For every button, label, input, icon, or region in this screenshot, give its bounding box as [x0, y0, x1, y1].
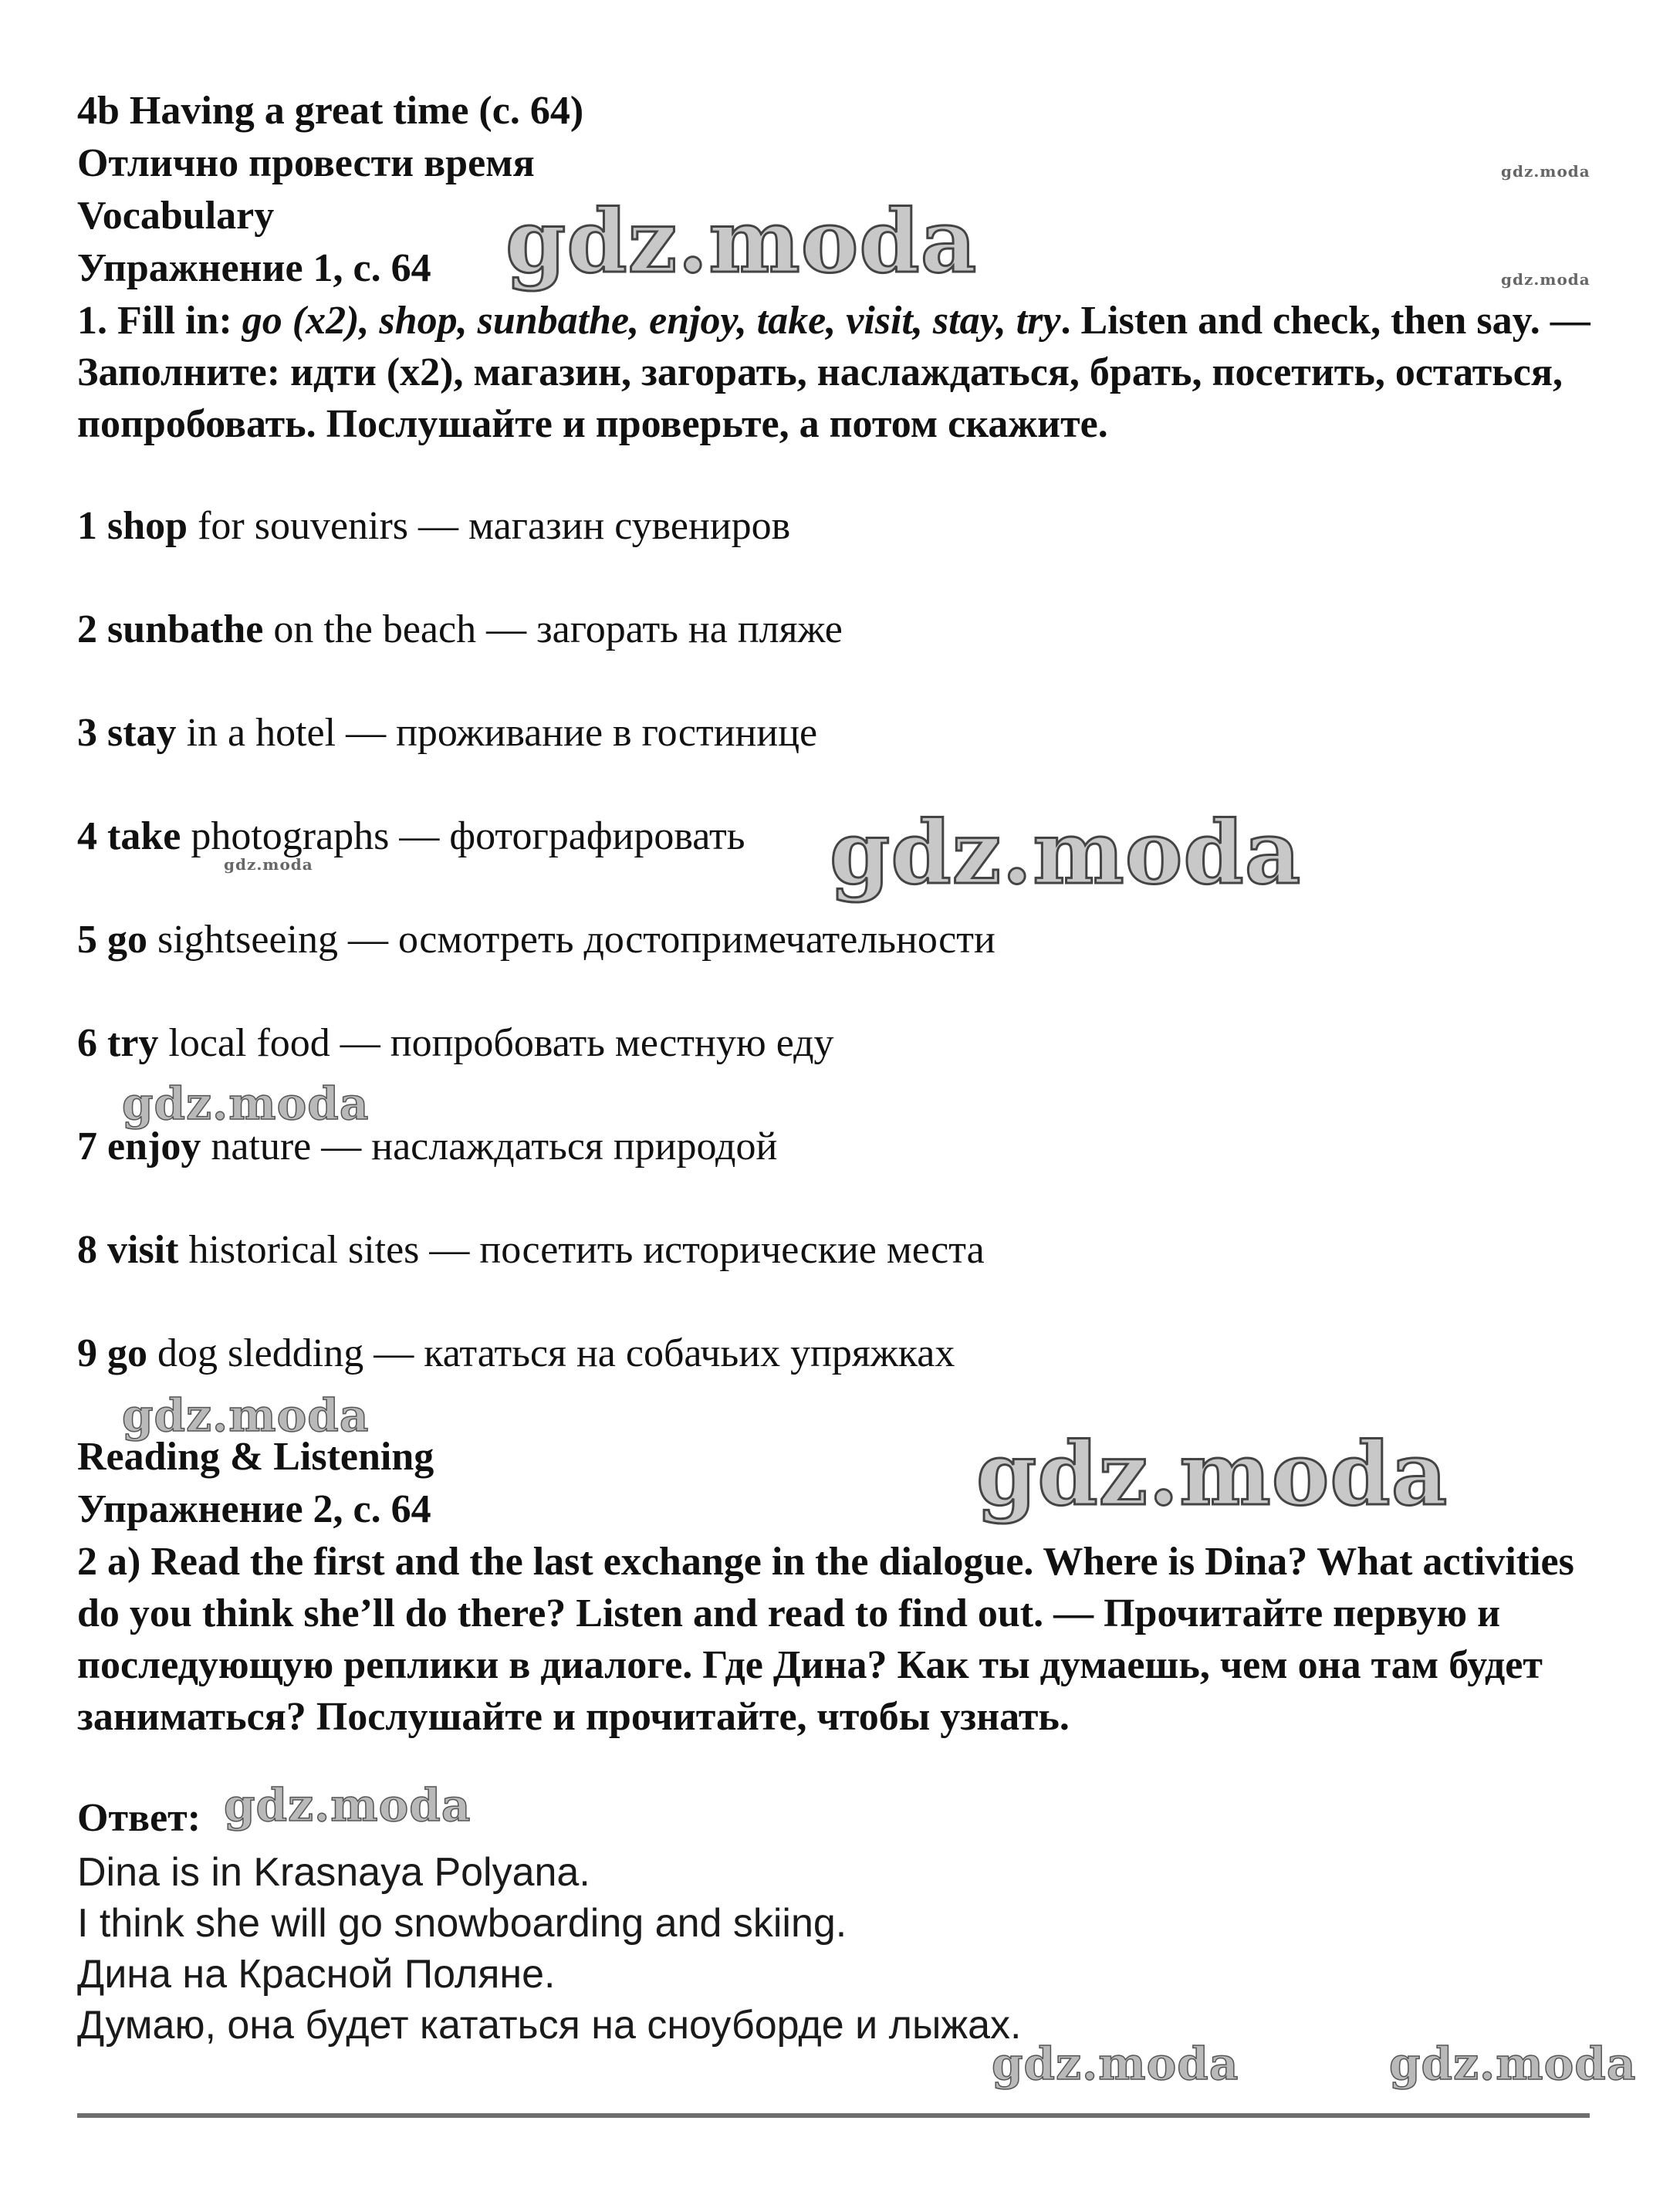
watermark: gdz.moda: [224, 1779, 472, 1831]
section-heading-vocabulary: Vocabulary: [77, 194, 275, 238]
watermark: gdz.moda: [1501, 162, 1590, 181]
exercise-2-prompt: 2 a) Read the first and the last exchange in the dialogue. Where is Dina? What activities do you think she’ll do there? Listen and read to find out. — Прочитайте первую и последующую реплики в диалоге. Где Дина? Как ты думаешь, чем она там будет заниматься? Послушайте и прочитайте, чтобы узнать.: [77, 1540, 1574, 1739]
watermark: gdz.moda: [122, 1389, 370, 1442]
bottom-divider: [77, 2113, 1590, 2118]
watermark: gdz.moda: [1389, 2038, 1637, 2090]
watermark: gdz.moda: [1501, 270, 1590, 289]
exercise-2-reference: Упражнение 2, с. 64: [77, 1487, 431, 1531]
list-item: 5 go sightseeing — осмотреть достопримечательности: [77, 918, 995, 962]
list-item: 8 visit historical sites — посетить исторические места: [77, 1228, 985, 1272]
watermark: gdz.moda: [830, 803, 1302, 904]
watermark: gdz.moda: [122, 1077, 370, 1130]
list-item: 4 take photographs — фотографировать: [77, 814, 745, 858]
list-item: 1 shop for souvenirs — магазин сувениров: [77, 504, 791, 548]
list-item: 6 try local food — попробовать местную еду: [77, 1021, 834, 1065]
list-item: 2 sunbathe on the beach — загорать на пляже: [77, 607, 843, 651]
page-title: 4b Having a great time (с. 64): [77, 89, 584, 133]
answer-line: Дина на Красной Поляне.: [77, 1952, 556, 1997]
answer-label: Ответ:: [77, 1796, 201, 1840]
watermark: gdz.moda: [224, 855, 313, 874]
exercise-1-prompt: 1. Fill in: go (x2), shop, sunbathe, enjoy, take, visit, stay, try. Listen and check, then say. — Заполните: идти (x2), магазин, загорать, наслаждаться, брать, посетить, остаться, попробовать. Послушайте и проверьте, а потом скажите.: [77, 299, 1590, 446]
watermark: gdz.moda: [505, 191, 978, 293]
list-item: 9 go dog sledding — кататься на собачьих упряжках: [77, 1331, 955, 1375]
list-item: 3 stay in a hotel — проживание в гостинице: [77, 711, 818, 755]
watermark: gdz.moda: [992, 2038, 1239, 2090]
answer-line: Думаю, она будет кататься на сноуборде и лыжах.: [77, 2003, 1022, 2048]
page-subtitle: Отлично провести время: [77, 141, 535, 185]
exercise-1-word-list: go (x2), shop, sunbathe, enjoy, take, visit, stay, try: [242, 299, 1061, 343]
answer-line: I think she will go snowboarding and skiing.: [77, 1901, 847, 1946]
list-item: 7 enjoy nature — наслаждаться природой: [77, 1125, 778, 1169]
section-heading-reading-listening: Reading & Listening: [77, 1435, 434, 1479]
exercise-1-reference: Упражнение 1, с. 64: [77, 246, 431, 290]
watermark: gdz.moda: [976, 1424, 1448, 1525]
answer-line: Dina is in Krasnaya Polyana.: [77, 1850, 590, 1895]
